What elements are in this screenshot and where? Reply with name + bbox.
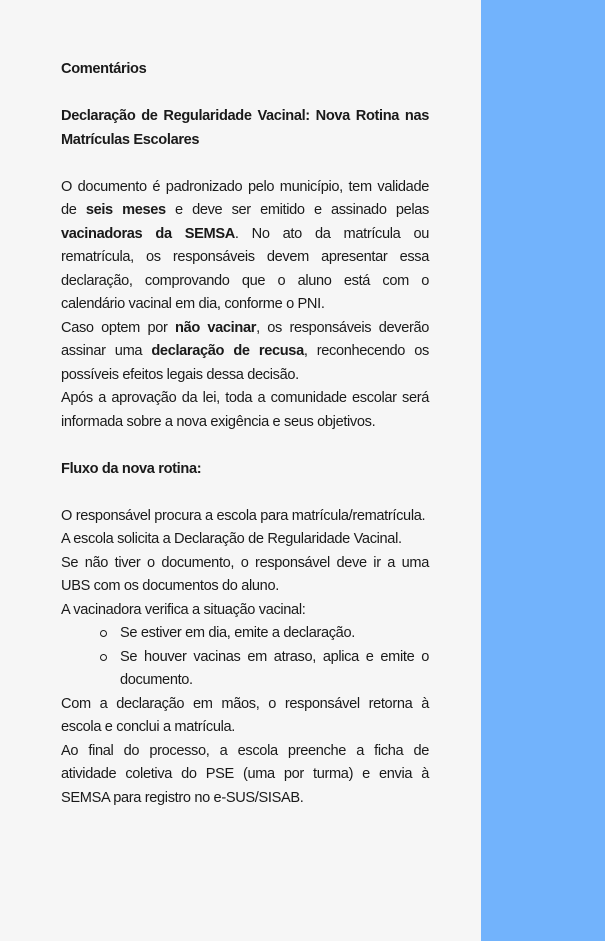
flow-step: Com a declaração em mãos, o responsável retorna à escola e conclui a matrícula. <box>61 695 429 735</box>
paragraph-text: O documento é padronizado pelo município, tem validade de <box>61 178 429 218</box>
spacer <box>61 82 429 106</box>
paragraph-refusal <box>61 317 429 388</box>
circle-bullet-icon <box>100 654 107 661</box>
spacer <box>61 481 429 505</box>
flow-step: O responsável procura a escola para matrícula/rematrícula. <box>61 507 426 524</box>
paragraph-text: . No ato da matrícula ou rematrícula, os responsáveis devem apresentar essa declaração, comprovando que o aluno está com o calendário vacinal em dia, conforme o PNI. <box>61 225 429 312</box>
flow-step: A escola solicita a Declaração de Regularidade Vacinal. <box>61 531 402 547</box>
paragraph-communication: Após a aprovação da lei, toda a comunidade escolar será informada sobre a nova exigência e seus objetivos. <box>61 390 429 430</box>
flow-sub-item <box>61 622 429 646</box>
paragraph-text: e deve ser emitido e assinado pelas <box>165 202 429 218</box>
emphasis-vaccinators: vacinadoras da SEMSA <box>61 225 235 242</box>
document-title: Declaração de Regularidade Vacinal: Nova Rotina nas Matrículas Escolares <box>61 108 429 148</box>
flow-step: A vacinadora verifica a situação vacinal: <box>61 601 306 618</box>
section-heading: Comentários <box>61 61 147 77</box>
side-color-bar <box>481 0 605 941</box>
flow-step: Se não tiver o documento, o responsável deve ir a uma UBS com os documentos do aluno. <box>61 554 429 594</box>
flow-heading: Fluxo da nova rotina: <box>61 460 202 477</box>
spacer <box>61 434 429 458</box>
flow-sub-item <box>61 646 429 693</box>
flow-sub-list <box>61 622 429 693</box>
flow-step: Ao final do processo, a escola preenche a ficha de atividade coletiva do PSE (uma por turma) e envia à SEMSA para registro no e-SUS/SISAB. <box>61 742 429 806</box>
paragraph-text: , reconhecendo os possíveis efeitos legais dessa decisão. <box>61 343 429 383</box>
spacer <box>61 152 429 176</box>
emphasis-refusal-declaration: declaração de recusa <box>151 343 304 359</box>
flow-sub-item-text: Se houver vacinas em atraso, aplica e emite o documento. <box>120 648 429 688</box>
emphasis-not-vaccinate: não vacinar <box>175 319 257 336</box>
paragraph-validity <box>61 176 429 317</box>
document-body <box>61 58 429 810</box>
paragraph-text: , os responsáveis deverão assinar uma <box>61 319 430 359</box>
circle-bullet-icon <box>100 630 107 637</box>
paragraph-text: Caso optem por <box>61 319 175 336</box>
flow-sub-item-text: Se estiver em dia, emite a declaração. <box>120 625 355 641</box>
emphasis-six-months: seis meses <box>85 202 166 218</box>
